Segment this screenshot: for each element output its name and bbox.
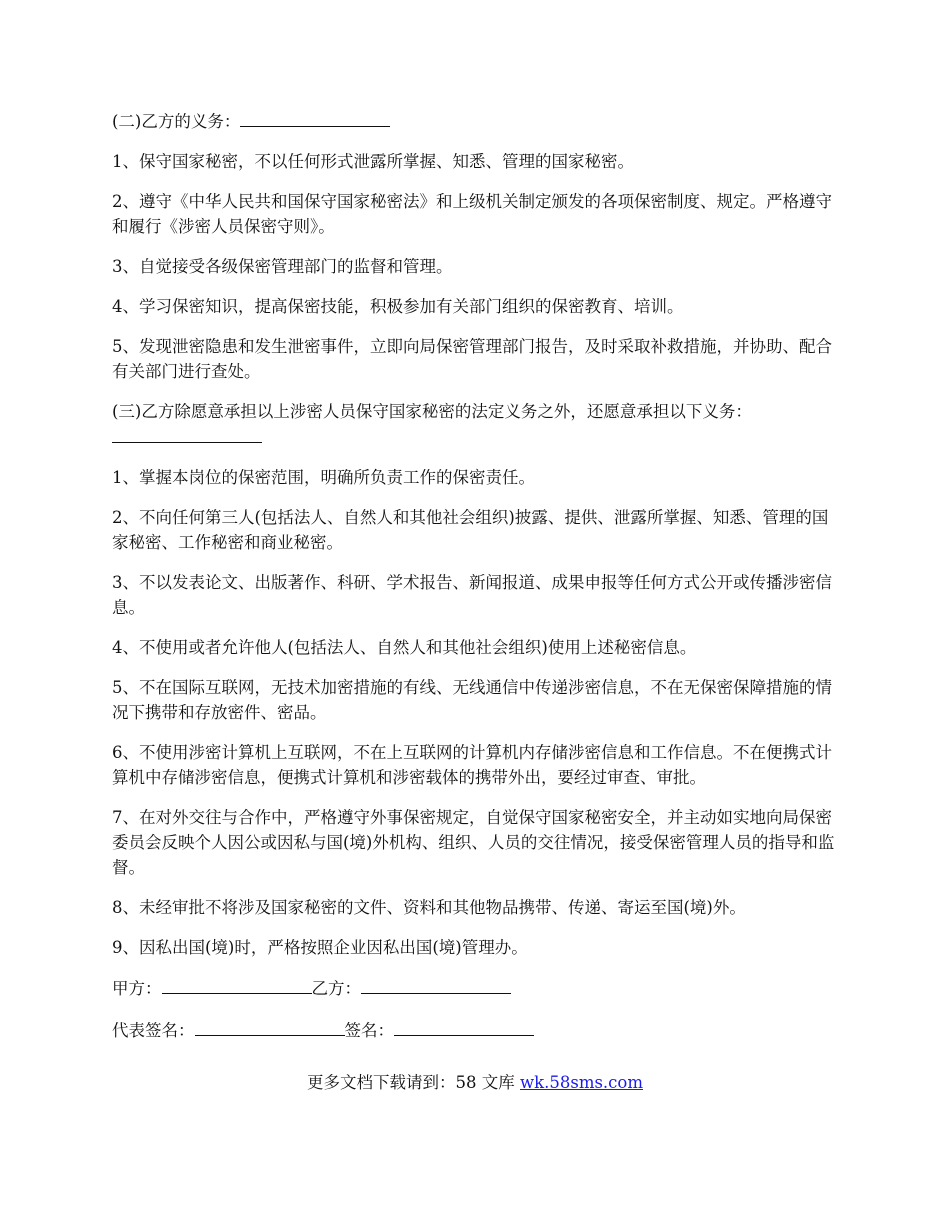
party-b-blank xyxy=(361,975,511,994)
sign-label: 签名： xyxy=(344,1021,394,1040)
blank-line xyxy=(240,108,390,127)
party-a-label: 甲方： xyxy=(112,979,162,998)
section2-item-3: 3、自觉接受各级保密管理部门的监督和管理。 xyxy=(112,257,453,276)
signature-row-parties xyxy=(112,975,842,1001)
document-body xyxy=(112,108,842,1059)
section3-heading: (三)乙方除愿意承担以上涉密人员保守国家秘密的法定义务之外，还愿意承担以下义务： xyxy=(112,399,842,450)
rep-sign-label: 代表签名： xyxy=(112,1021,195,1040)
section3-item-7: 7、在对外交往与合作中，严格遵守外事保密规定，自觉保守国家秘密安全，并主动如实地向局保密委员会反映个人因公或因私与国(境)外机构、组织、人员的交往情况，接受保密管理人员的指导和监督。 xyxy=(112,808,835,877)
section2-item-5: 5、发现泄密隐患和发生泄密事件，立即向局保密管理部门报告，及时采取补救措施，并协助、配合有关部门进行查处。 xyxy=(112,337,832,381)
blank-line xyxy=(112,424,262,443)
section3-item-2: 2、不向任何第三人(包括法人、自然人和其他社会组织)披露、提供、泄露所掌握、知悉、管理的国家秘密、工作秘密和商业秘密。 xyxy=(112,508,829,552)
section3-item-1: 1、掌握本岗位的保密范围，明确所负责工作的保密责任。 xyxy=(112,468,535,487)
footer-text: 更多文档下载请到：58 文库 xyxy=(306,1073,520,1092)
section3-item-8: 8、未经审批不将涉及国家秘密的文件、资料和其他物品携带、传递、寄运至国(境)外。 xyxy=(112,898,746,917)
footer-link[interactable]: wk.58sms.com xyxy=(519,1073,643,1092)
section3-item-5: 5、不在国际互联网，无技术加密措施的有线、无线通信中传递涉密信息，不在无保密保障措施的情况下携带和存放密件、密品。 xyxy=(112,678,832,722)
footer xyxy=(0,1070,950,1095)
signature-row-names xyxy=(112,1017,842,1043)
section2-item-4: 4、学习保密知识，提高保密技能，积极参加有关部门组织的保密教育、培训。 xyxy=(112,297,684,316)
section3-item-4: 4、不使用或者允许他人(包括法人、自然人和其他社会组织)使用上述秘密信息。 xyxy=(112,638,697,657)
party-a-blank xyxy=(162,975,312,994)
party-b-label: 乙方： xyxy=(311,979,361,998)
section2-heading: (二)乙方的义务： xyxy=(112,108,842,134)
section2-item-2: 2、遵守《中华人民共和国保守国家秘密法》和上级机关制定颁发的各项保密制度、规定。严格遵守和履行《涉密人员保密守则》。 xyxy=(112,192,832,236)
section3-item-9: 9、因私出国(境)时，严格按照企业因私出国(境)管理办。 xyxy=(112,938,528,957)
section3-item-3: 3、不以发表论文、出版著作、科研、学术报告、新闻报道、成果申报等任何方式公开或传播涉密信息。 xyxy=(112,573,832,617)
sign-blank xyxy=(394,1017,534,1036)
rep-sign-blank xyxy=(195,1017,345,1036)
section2-item-1: 1、保守国家秘密，不以任何形式泄露所掌握、知悉、管理的国家秘密。 xyxy=(112,152,634,171)
section3-item-6: 6、不使用涉密计算机上互联网，不在上互联网的计算机内存储涉密信息和工作信息。不在便携式计算机中存储涉密信息，便携式计算机和涉密载体的携带外出，要经过审查、审批。 xyxy=(112,743,832,787)
